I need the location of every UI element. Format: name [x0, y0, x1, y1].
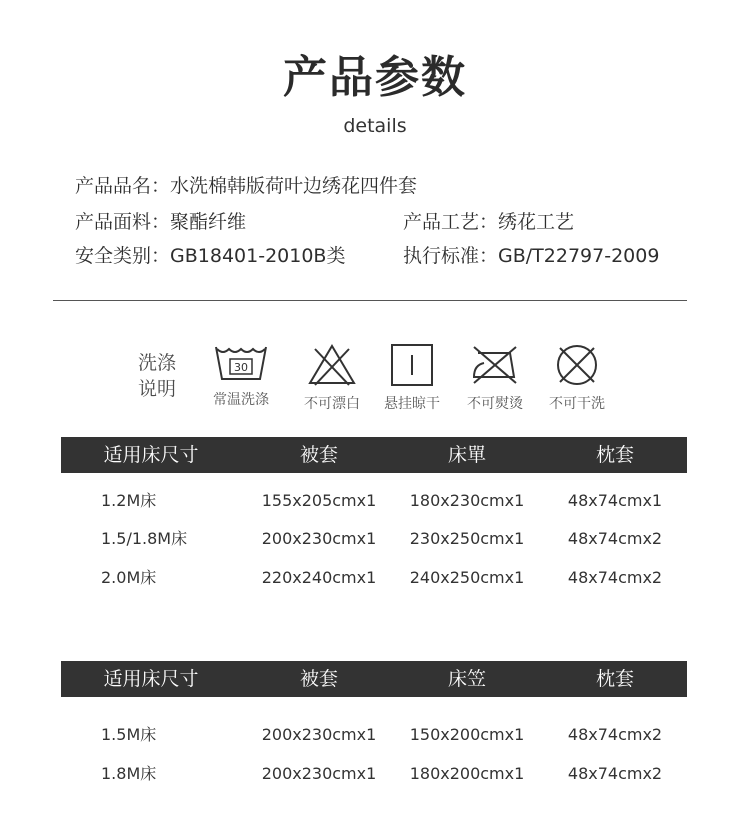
table-cell: 230x250cmx1: [409, 529, 525, 548]
table-row: [61, 565, 687, 591]
wash-label-line: 洗涤: [137, 352, 176, 374]
table-cell: 48x74cmx2: [567, 725, 663, 744]
table-cell: 150x200cmx1: [409, 725, 525, 744]
table-cell: 48x74cmx2: [567, 529, 663, 548]
info-value: 聚酯纤维: [170, 211, 247, 233]
wash-30-icon: [213, 343, 269, 383]
wash-caption: 悬挂晾干: [384, 396, 440, 412]
hang-dry-icon: [390, 343, 434, 387]
info-fabric: [75, 209, 246, 235]
info-craft: [403, 209, 574, 235]
column-header: 枕套: [595, 668, 634, 690]
column-header: 枕套: [595, 444, 634, 466]
wash-caption: 常温洗涤: [213, 392, 269, 408]
info-safety: [75, 243, 345, 269]
no-dry-clean-icon: [553, 343, 601, 387]
info-standard: [403, 243, 659, 269]
wash-item: [201, 343, 281, 409]
table2-header: [61, 661, 687, 697]
table-cell: 48x74cmx1: [567, 491, 663, 510]
svg-text:30: 30: [234, 361, 248, 374]
table-row: [61, 488, 687, 514]
column-header: 被套: [299, 668, 338, 690]
column-header: 适用床尺寸: [103, 444, 199, 466]
wash-item: [537, 343, 617, 413]
table-row: [61, 722, 687, 748]
table-row: [61, 761, 687, 787]
info-label: 执行标准：: [403, 245, 499, 267]
table-cell: 1.8M床: [101, 764, 157, 783]
table-row: [61, 526, 687, 552]
info-product-name: [75, 173, 417, 199]
wash-item: [292, 343, 372, 413]
info-label: 产品品名：: [75, 175, 171, 197]
divider: [53, 300, 687, 301]
table-cell: 1.2M床: [101, 491, 157, 510]
table-cell: 180x200cmx1: [409, 764, 525, 783]
no-iron-icon: [470, 343, 520, 387]
page-subtitle: details: [343, 115, 407, 137]
table-cell: 200x230cmx1: [261, 529, 377, 548]
no-bleach-icon: [307, 343, 357, 387]
column-header: 床單: [447, 444, 486, 466]
wash-item: [372, 343, 452, 413]
info-value: GB18401-2010B类: [170, 245, 346, 267]
page-title: 产品参数: [283, 52, 467, 103]
wash-caption: 不可漂白: [304, 396, 360, 412]
column-header: 被套: [299, 444, 338, 466]
table-cell: 2.0M床: [101, 568, 157, 587]
table-cell: 180x230cmx1: [409, 491, 525, 510]
wash-caption: 不可熨烫: [467, 396, 523, 412]
table-cell: 200x230cmx1: [261, 764, 377, 783]
table-cell: 240x250cmx1: [409, 568, 525, 587]
wash-caption: 不可干洗: [549, 396, 605, 412]
column-header: 床笠: [447, 668, 486, 690]
wash-instructions-label: [122, 350, 192, 402]
wash-item: [455, 343, 535, 413]
table-cell: 48x74cmx2: [567, 568, 663, 587]
table-cell: 155x205cmx1: [261, 491, 377, 510]
wash-label-line: 说明: [137, 378, 176, 400]
table-cell: 200x230cmx1: [261, 725, 377, 744]
info-label: 安全类别：: [75, 245, 171, 267]
table-cell: 220x240cmx1: [261, 568, 377, 587]
table-cell: 48x74cmx2: [567, 764, 663, 783]
info-value: GB/T22797-2009: [498, 245, 660, 267]
info-label: 产品工艺：: [403, 211, 499, 233]
info-value: 绣花工艺: [498, 211, 575, 233]
table-cell: 1.5M床: [101, 725, 157, 744]
info-value: 水洗棉韩版荷叶边绣花四件套: [170, 175, 418, 197]
table1-header: [61, 437, 687, 473]
table-cell: 1.5/1.8M床: [101, 529, 188, 548]
column-header: 适用床尺寸: [103, 668, 199, 690]
info-label: 产品面料：: [75, 211, 171, 233]
